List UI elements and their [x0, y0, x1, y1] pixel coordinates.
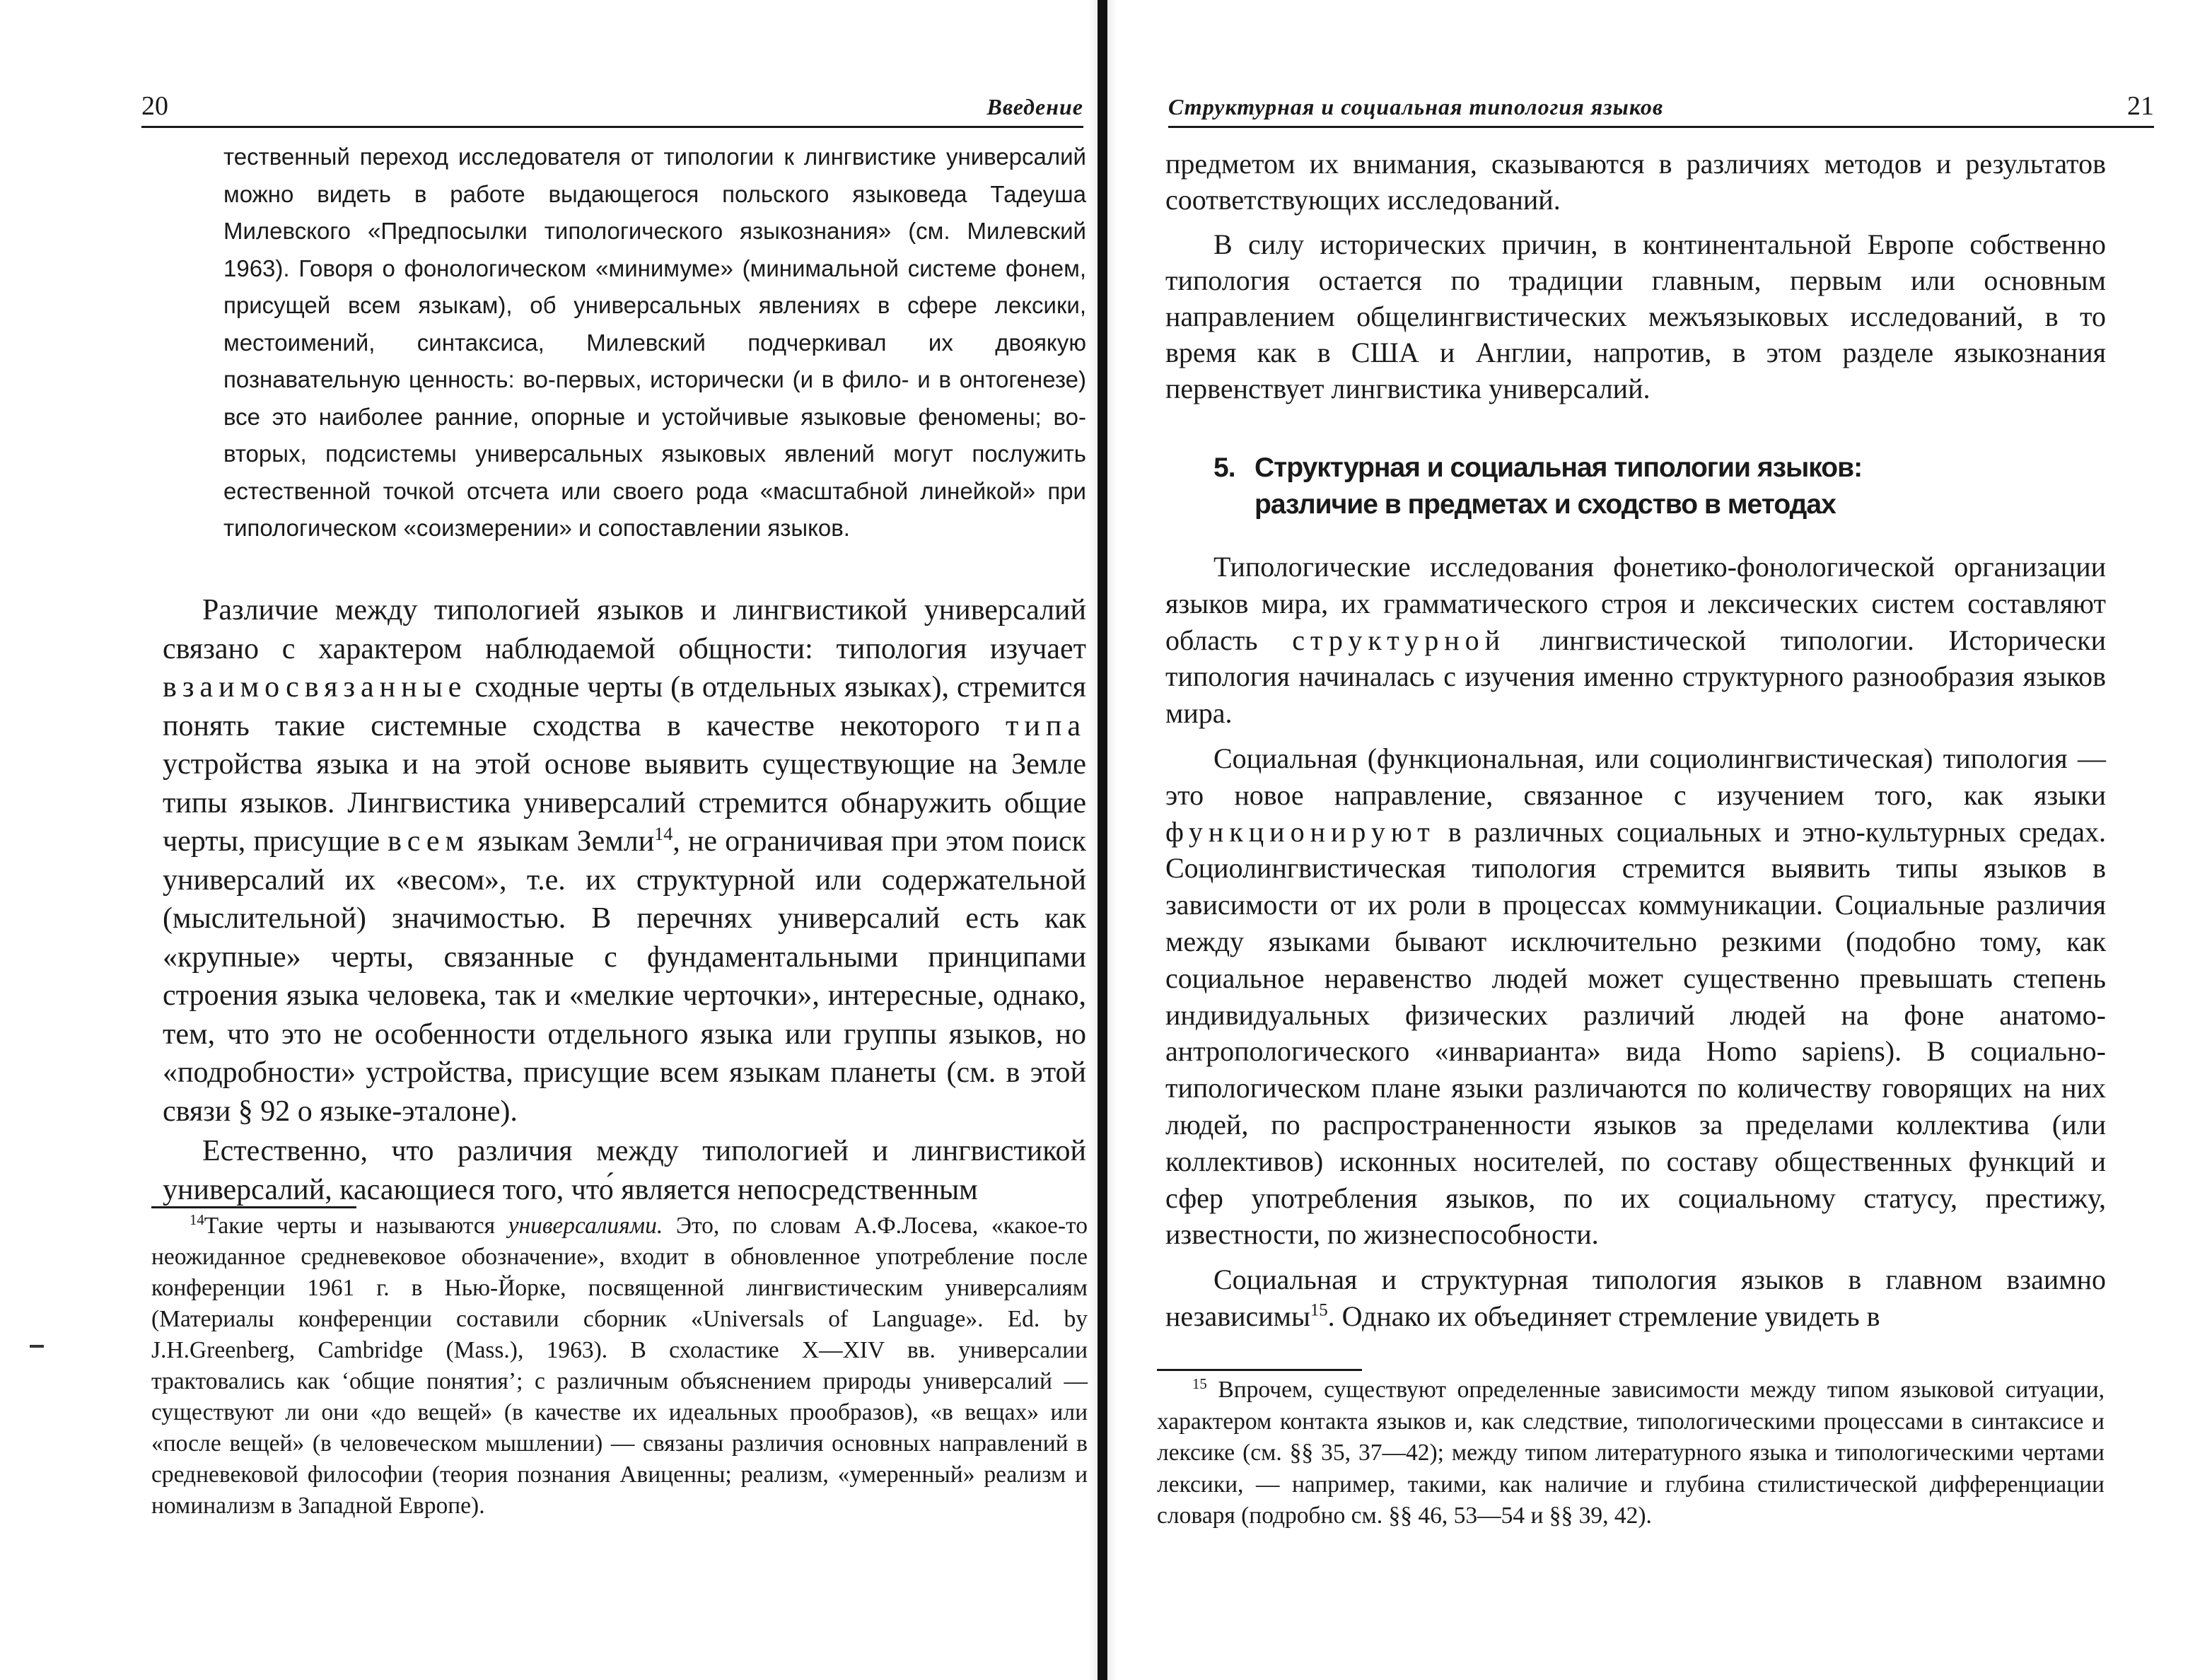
text-run: Различие между типологией языков и лингвистикой универсалий связано с характером наблюдаемой общности: типология изучает [163, 594, 1086, 665]
footnote-14 [151, 1211, 1088, 1522]
footnote-reference: 14 [654, 824, 673, 844]
footnote-divider [1157, 1369, 1362, 1371]
text-run: Социальная (функциональная, или социолингвистическая) типология — это новое направление, связанное с изучением того, как языки [1165, 742, 2106, 811]
page-number: 21 [2127, 91, 2154, 121]
left-page [0, 0, 1098, 1680]
quoted-excerpt [223, 139, 1086, 547]
paragraph: В силу исторических причин, в континентальной Европе собственно типология остается по традиции главным, первым или основным направлением общелингвистических межъязыковых исследований, в то время как в США и Англии, напротив, в этом разделе языкознания первенствует лингвистика универсалий. [1165, 228, 2106, 404]
text-run: в различных социальных и этно-культурных средах. Социолингвистическая типология стремится выявить типы языков в зависимости от их роли в процессах коммуникации. Социальные различия между языками бывают исключительно резкими (подобно тому, как социальное неравенство людей может существенно превышать степень индивидуальных физических различий людей на фоне анатомо-антропологического «инварианта» вида Homo sapiens). В социально-типологическом плане языки различаются по количеству говорящих на них людей, по распространенности языков за пределами коллектива (или коллективов) исконных носителей, по составу общественных функций и сфер употребления языков, по их социальному статусу, престижу, известности, по жизнеспособности. [1165, 815, 2106, 1251]
section-heading [1213, 450, 2097, 523]
right-body-text [1165, 549, 2106, 1335]
running-head-title: Введение [986, 94, 1083, 119]
right-top-text [1165, 146, 2106, 407]
footnote-15 [1157, 1375, 2105, 1532]
text-run: устройства языка и на этой основе выявить существующие на Земле типы языков. Лингвистика универсалий стремится обнаружить общие черты, присущие [163, 748, 1086, 858]
footnote-reference: 15 [1310, 1300, 1328, 1320]
paragraph: предметом их внимания, сказываются в различиях методов и результатов соответствующих исследований. [1165, 148, 2106, 216]
running-head-title: Структурная и социальная типология языков [1168, 94, 1664, 119]
footnote-number: 15 [1192, 1375, 1207, 1392]
footnote-number: 14 [190, 1211, 204, 1228]
left-running-header [141, 86, 1083, 128]
paragraph [1165, 740, 2106, 1253]
text-run: , не ограничивая при этом поиск универсалий их «весом», т.е. их структурной или содержательной (мыслительной) значимостью. В перечнях универсалий есть как «крупные» черты, связанные с фундаментальными принципами строения языка человека, так и «мелкие черточки», интересные, однако, тем, что это не особенности отдельного языка или группы языков, но «подробности» устройства, присущие всем языкам планеты (см. в этой связи § 92 о языке-эталоне). [163, 825, 1086, 1128]
paragraph [1165, 1261, 2106, 1335]
spaced-emphasis: функционируют [1165, 815, 1436, 848]
text-run: . Однако их объединяет стремление увидеть в [1327, 1300, 1880, 1332]
page-number: 20 [141, 91, 168, 121]
text-run: Типологические исследования фонетико-фонологической организации языков мира, их грамматического строя и лексических систем составляют область [1165, 551, 2106, 656]
text-run: лингвистической типологии. Исторически типология начиналась с изучения именно структурного разнообразия языков мира. [1165, 624, 2106, 730]
spaced-emphasis: структурной [1292, 624, 1506, 656]
footnote-divider [151, 1206, 356, 1208]
quoted-paragraph: тественный переход исследователя от типологии к лингвистике универсалий можно видеть в работе выдающегося польского языковеда Тадеуша Милевского «Предпосылки типологического языкознания» (см. Милевский 1963). Говоря о фонологическом «минимуме» (минимальной системе фонем, присущей всем языкам), об универсальных явлениях в сфере лексики, местоимений, синтаксиса, Милевский подчеркивал их двоякую познавательную ценность: во-первых, исторически (и в фило- и в онтогенезе) все это наиболее ранние, опорные и устойчивые языковые феномены; во-вторых, подсистемы универсальных языковых явлений могут послужить естественной точкой отсчета или своего рода «масштабной линейкой» при типологическом «соизмерении» и сопоставлении языков. [223, 144, 1086, 541]
text-run: сходные черты (в отдельных языках), стремится понять такие системные сходства в качестве некоторого [163, 671, 1086, 742]
spaced-emphasis: типа [1006, 709, 1086, 742]
spaced-emphasis: взаимосвязанные [163, 671, 467, 704]
footnote-text [151, 1211, 1088, 1522]
text-run: Это, по словам А.Ф.Лосева, «какое-то неожиданное средневековое обозначение», входит в обновленное употребление после конференции 1961 г. в Нью-Йорке, посвященной лингвистическим универсалиям (Материалы конференции составили сборник «Universals of Language». Ed. by J.H.Greenberg, Cambridge (Mass.), 1963). В схоластике X—XIV вв. универсалии трактовались как ‘общие понятия’; с различным объяснением природы универсалий — существуют ли они «до вещей» (в качестве их идеальных прообразов), «в вещах» или «после вещей» (в человеческом мышлении) — связаны различия основных направлений в средневековой философии (теория познания Авиценны; реализм, «умеренный» реализм и номинализм в Западной Европе). [151, 1213, 1088, 1519]
left-main-text [163, 591, 1086, 1209]
text-run: Впрочем, существуют определенные зависимости между типом языковой ситуации, характером контакта языков и, как следствие, типологическими процессами в синтаксисе и лексике (см. §§ 35, 37—42); между типом литературного языка и типологическими чертами лексики, — например, такими, как наличие и глубина стилистической дифференциации словаря (подробно см. §§ 46, 53—54 и §§ 39, 42). [1157, 1377, 2105, 1529]
section-title-line-2: различие в предметах и сходство в методах [1255, 489, 1836, 520]
paragraph: Естественно, что различия между типологией и лингвистикой универсалий, касающиеся того, что́ является непосредственным [163, 1135, 1086, 1206]
book-spine [1098, 0, 1107, 1680]
paragraph [1165, 549, 2106, 732]
right-running-header [1168, 86, 2154, 128]
spaced-emphasis: всем [388, 825, 470, 858]
footnote-text [1157, 1375, 2105, 1532]
text-run: Такие черты и называются [204, 1213, 508, 1239]
section-number: 5. [1213, 453, 1235, 483]
section-title-line-1: Структурная и социальная типологии языков: [1255, 453, 1863, 483]
italic-term: универсалиями. [508, 1213, 663, 1239]
text-run: языкам Земли [470, 825, 655, 858]
text-run: Социальная и структурная типология языков в главном взаимно независимы [1165, 1264, 2106, 1332]
paragraph [163, 591, 1086, 1131]
